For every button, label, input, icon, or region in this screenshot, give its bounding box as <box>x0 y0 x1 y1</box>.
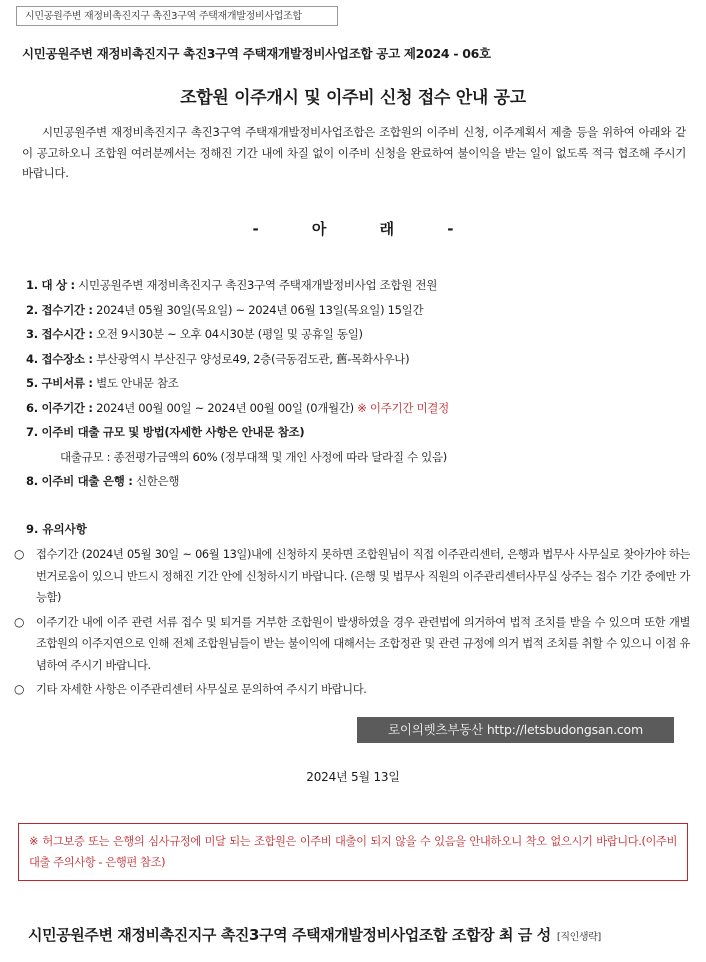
item-value: 오전 9시30분 ~ 오후 04시30분 (평일 및 공휴일 동일) <box>92 327 363 341</box>
loan-scale-text: 대출규모 : 종전평가금액의 60% (정부대책 및 개인 사정에 따라 달라질 수 있음) <box>60 449 447 464</box>
watermark-label: 로이의렛츠부동산 http://letsbudongsan.com <box>357 717 674 743</box>
notice-number: 시민공원주변 재정비촉진지구 촉진3구역 주택재개발정비사업조합 공고 제2024 - 06호 <box>22 46 491 61</box>
list-item-target <box>26 273 686 298</box>
item-label: 4. 접수장소 : <box>26 351 93 366</box>
item-value: 2024년 05월 30일(목요일) ~ 2024년 06월 13일(목요일) 15일간 <box>92 302 424 317</box>
section-heading-ahrae: - 아 래 - <box>252 220 454 238</box>
list-item-relocation-period <box>26 396 686 421</box>
list-item-bank <box>26 469 686 494</box>
item-label: 1. 대 상 : <box>26 278 75 292</box>
list-item-place <box>26 347 686 372</box>
item-value: 별도 안내문 참조 <box>92 376 179 390</box>
caution-text: 접수기간 (2024년 05월 30일 ~ 06월 13일)내에 신청하지 못하면 조합원님이 직접 이주관리센터, 은행과 법무사 사무실로 찾아가야 하는 번거로움이 있으니 반드시 정해진 기간 안에 신청하시기 바랍니다. (은행 및 법무사 직원의 이주관리센터사무실 상주는 접수 기간 중에만 가능함) <box>36 548 690 604</box>
caution-text: 기타 자세한 사항은 이주관리센터 사무실로 문의하여 주시기 바랍니다. <box>36 683 367 696</box>
notice-date: 2024년 5월 13일 <box>306 770 400 784</box>
item-value: 신한은행 <box>132 473 180 488</box>
circle-bullet-icon: ○ <box>14 682 25 696</box>
list-item-documents <box>26 371 686 396</box>
caution-item <box>14 612 690 677</box>
item-value: 부산광역시 부산진구 양성로49, 2층(극동검도관, 舊-목화사우나) <box>92 351 410 366</box>
caution-item <box>14 679 690 701</box>
list-item-period <box>26 298 686 323</box>
seal-omitted-label: [직인생략] <box>556 932 601 943</box>
circle-bullet-icon: ○ <box>14 614 25 629</box>
caution-text: 이주기간 내에 이주 관련 서류 접수 및 퇴거를 거부한 조합원이 발생하였을 경우 관련법에 의거하여 법적 조치를 받을 수 있으며 또한 개별 조합원의 이주지연으로 인해 전체 조합원님들이 받는 불이익에 대해서는 조합정관 및 관련 규정에 의거 법적 조치를 취할 수 있으니 이점 유념하여 주시기 바랍니다. <box>36 615 690 672</box>
list-item-hours <box>26 322 686 347</box>
item-note-undecided: ※ 이주기간 미결정 <box>357 400 449 415</box>
intro-paragraph: 시민공원주변 재정비촉진지구 촉진3구역 주택재개발정비사업조합은 조합원의 이주비 신청, 이주계획서 제출 등을 위하여 아래와 같이 공고하오니 조합원 여러분께서는 정해진 기간 내에 차질 없이 이주비 신청을 완료하여 불이익을 받는 일이 없도록 적극 협조해 주시기 바랍니다. <box>22 125 686 180</box>
issuer-name: 시민공원주변 재정비촉진지구 촉진3구역 주택재개발정비사업조합 조합장 최 금 성 <box>28 926 551 944</box>
item-value: 2024년 00월 00일 ~ 2024년 00월 00일 (0개월간) <box>92 400 358 415</box>
item-label: 5. 구비서류 : <box>26 376 93 390</box>
item-label: 2. 접수기간 : <box>26 302 93 317</box>
header-tag: 시민공원주변 재정비촉진지구 촉진3구역 주택재개발정비사업조합 <box>16 6 338 26</box>
circle-bullet-icon: ○ <box>14 547 25 561</box>
cautions-title: 9. 유의사항 <box>26 522 87 536</box>
item-value: 시민공원주변 재정비촉진지구 촉진3구역 주택재개발정비사업 조합원 전원 <box>74 278 438 292</box>
caution-item <box>14 544 690 609</box>
loan-warning-box: ※ 허그보증 또는 은행의 심사규정에 미달 되는 조합원은 이주비 대출이 되지 않을 수 있음을 안내하오니 착오 없으시기 바랍니다.(이주비대출 주의사항 - 은행편 참조) <box>18 823 688 881</box>
signature-line <box>28 924 601 945</box>
page-title: 조합원 이주개시 및 이주비 신청 접수 안내 공고 <box>180 88 526 108</box>
item-label: 3. 접수시간 : <box>26 327 93 341</box>
item-label: 8. 이주비 대출 은행 : <box>26 473 133 488</box>
item-label: 7. 이주비 대출 규모 및 방법(자세한 사항은 안내문 참조) <box>26 425 305 439</box>
list-item-loan <box>26 420 686 445</box>
item-label: 6. 이주기간 : <box>26 400 93 415</box>
details-list <box>26 273 686 493</box>
cautions-list <box>14 544 690 704</box>
